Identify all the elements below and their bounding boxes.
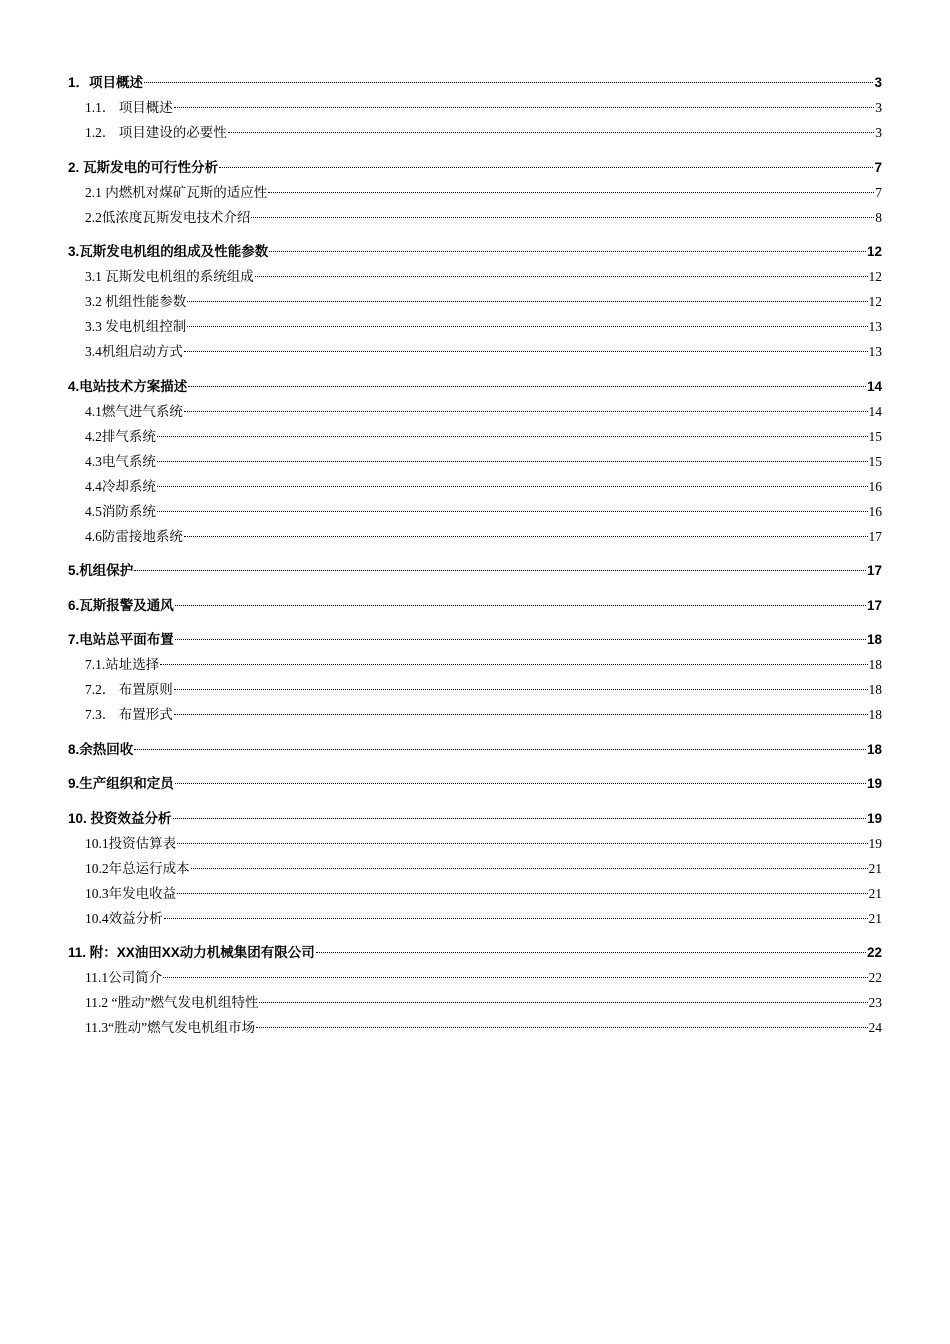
dot-leader <box>188 386 866 387</box>
toc-entry-page-number: 21 <box>868 885 882 901</box>
dot-leader <box>219 167 873 168</box>
toc-entry-level2[interactable] <box>68 449 882 474</box>
dot-leader <box>269 251 866 252</box>
toc-entry-page-number: 12 <box>866 244 882 259</box>
toc-entry-level2[interactable] <box>68 1015 882 1040</box>
toc-entry-page-number: 12 <box>868 269 882 284</box>
dot-leader <box>251 217 874 218</box>
toc-entry-level2[interactable] <box>68 881 882 906</box>
toc-entry-title: 7.电站总平面布置 <box>68 632 174 647</box>
toc-entry-page-number: 18 <box>866 741 882 757</box>
dot-leader <box>175 605 866 606</box>
toc-entry-page-number: 8 <box>875 209 882 225</box>
toc-entry-level2[interactable] <box>68 264 882 289</box>
dot-leader <box>177 893 867 894</box>
toc-entry-title: 4.6防雷接地系统 <box>85 528 183 544</box>
toc-entry-title: 7.1.站址选择 <box>85 657 160 672</box>
toc-entry-title: 3.3 发电机组控制 <box>85 319 187 334</box>
toc-entry-title: 1．项目概述 <box>68 75 144 90</box>
dot-leader <box>174 689 868 690</box>
dot-leader <box>256 1027 867 1028</box>
toc-entry-page-number: 19 <box>866 776 882 791</box>
toc-entry-title: 11.3“胜动”燃气发电机组市场 <box>85 1020 256 1035</box>
toc-entry-title: 11. 附：XX油田XX动力机械集团有限公司 <box>68 945 315 960</box>
toc-entry-level1[interactable] <box>68 374 882 399</box>
dot-leader <box>157 486 868 487</box>
toc-entry-level2[interactable] <box>68 965 882 990</box>
toc-entry-title: 5.机组保护 <box>68 563 134 578</box>
toc-entry-level1[interactable] <box>68 239 882 264</box>
dot-leader <box>134 749 866 750</box>
toc-entry-title: 7.3． 布置形式 <box>85 707 173 722</box>
dot-leader <box>184 411 868 412</box>
toc-entry-title: 3.4机组启动方式 <box>85 344 183 359</box>
toc-entry-level1[interactable] <box>68 627 882 652</box>
toc-entry-title: 10. 投资效益分析 <box>68 810 172 826</box>
toc-entry-title: 1.2． 项目建设的必要性 <box>85 125 227 140</box>
toc-entry-page-number: 14 <box>866 378 882 394</box>
toc-entry-page-number: 12 <box>868 294 882 309</box>
toc-entry-title: 4.3电气系统 <box>85 453 156 469</box>
toc-entry-title: 2. 瓦斯发电的可行性分析 <box>68 159 219 175</box>
dot-leader <box>187 301 867 302</box>
toc-entry-page-number: 3 <box>874 75 882 90</box>
dot-leader <box>157 436 868 437</box>
dot-leader <box>175 783 866 784</box>
toc-entry-page-number: 18 <box>866 632 882 647</box>
toc-entry-page-number: 15 <box>868 428 882 444</box>
dot-leader <box>175 639 866 640</box>
dot-leader <box>228 132 875 133</box>
dot-leader <box>134 570 866 571</box>
toc-entry-title: 3.2 机组性能参数 <box>85 294 187 309</box>
toc-entry-level2[interactable] <box>68 524 882 549</box>
dot-leader <box>163 977 867 978</box>
dot-leader <box>191 868 868 869</box>
toc-entry-title: 2.2低浓度瓦斯发电技术介绍 <box>85 209 251 225</box>
toc-entry-level1[interactable] <box>68 155 882 180</box>
toc-entry-page-number: 17 <box>868 528 882 544</box>
dot-leader <box>316 952 866 953</box>
toc-entry-level2[interactable] <box>68 499 882 524</box>
toc-entry-title: 10.3年发电收益 <box>85 885 177 901</box>
toc-entry-level1[interactable] <box>68 593 882 618</box>
toc-entry-title: 4.2排气系统 <box>85 428 156 444</box>
toc-entry-title: 3.1 瓦斯发电机组的系统组成 <box>85 269 254 284</box>
toc-entry-page-number: 24 <box>868 1020 882 1035</box>
toc-entry-level2[interactable] <box>68 424 882 449</box>
toc-entry-page-number: 14 <box>868 403 882 419</box>
dot-leader <box>160 664 867 665</box>
toc-entry-title: 4.电站技术方案描述 <box>68 378 188 394</box>
toc-entry-level2[interactable] <box>68 289 882 314</box>
toc-entry-page-number: 18 <box>868 682 882 697</box>
toc-entry-title: 3.瓦斯发电机组的组成及性能参数 <box>68 244 269 259</box>
toc-entry-page-number: 21 <box>868 860 882 876</box>
dot-leader <box>174 714 868 715</box>
toc-entry-page-number: 18 <box>868 707 882 722</box>
toc-entry-page-number: 7 <box>875 184 882 200</box>
toc-entry-page-number: 17 <box>866 563 882 578</box>
toc-entry-title: 8.余热回收 <box>68 741 134 757</box>
toc-entry-title: 10.2年总运行成本 <box>85 860 190 876</box>
toc-entry-page-number: 16 <box>868 503 882 519</box>
toc-entry-page-number: 15 <box>868 453 882 469</box>
toc-entry-level2[interactable] <box>68 95 882 120</box>
dot-leader <box>184 351 868 352</box>
dot-leader <box>173 818 866 819</box>
table-of-contents <box>68 70 882 1040</box>
toc-entry-page-number: 16 <box>868 478 882 494</box>
toc-entry-title: 10.4效益分析 <box>85 910 163 926</box>
toc-entry-title: 4.1燃气进气系统 <box>85 403 183 419</box>
toc-entry-title: 11.2 “胜动”燃气发电机组特性 <box>85 995 259 1010</box>
dot-leader <box>268 192 874 193</box>
toc-entry-level2[interactable] <box>68 856 882 881</box>
toc-entry-title: 1.1． 项目概述 <box>85 100 173 115</box>
dot-leader <box>259 1002 867 1003</box>
dot-leader <box>177 843 867 844</box>
toc-entry-title: 10.1投资估算表 <box>85 835 177 851</box>
dot-leader <box>157 461 868 462</box>
toc-entry-page-number: 7 <box>874 159 882 175</box>
dot-leader <box>174 107 875 108</box>
dot-leader <box>164 918 868 919</box>
toc-entry-level1[interactable] <box>68 806 882 831</box>
toc-entry-title: 11.1公司简介 <box>85 970 163 985</box>
toc-entry-level2[interactable] <box>68 314 882 339</box>
toc-entry-page-number: 19 <box>868 835 882 851</box>
dot-leader <box>144 82 873 83</box>
toc-entry-level1[interactable] <box>68 70 882 95</box>
toc-entry-page-number: 21 <box>868 910 882 926</box>
toc-entry-title: 6.瓦斯报警及通风 <box>68 597 174 613</box>
toc-entry-level2[interactable] <box>68 677 882 702</box>
toc-entry-level2[interactable] <box>68 180 882 205</box>
toc-entry-page-number: 22 <box>866 945 882 960</box>
toc-entry-page-number: 13 <box>868 319 882 334</box>
toc-entry-page-number: 22 <box>868 970 882 985</box>
dot-leader <box>157 511 868 512</box>
toc-entry-level1[interactable] <box>68 737 882 762</box>
toc-entry-level2[interactable] <box>68 906 882 931</box>
toc-entry-title: 7.2． 布置原则 <box>85 682 173 697</box>
toc-entry-page-number: 18 <box>868 657 882 672</box>
toc-entry-level2[interactable] <box>68 652 882 677</box>
toc-entry-level2[interactable] <box>68 702 882 727</box>
toc-entry-page-number: 13 <box>868 344 882 359</box>
toc-entry-page-number: 19 <box>866 810 882 826</box>
dot-leader <box>184 536 868 537</box>
toc-entry-page-number: 3 <box>875 125 882 140</box>
toc-entry-level2[interactable] <box>68 474 882 499</box>
toc-entry-page-number: 3 <box>875 100 882 115</box>
dot-leader <box>255 276 868 277</box>
dot-leader <box>187 326 867 327</box>
toc-entry-page-number: 23 <box>868 995 882 1010</box>
toc-entry-title: 4.5消防系统 <box>85 503 156 519</box>
toc-entry-level1[interactable] <box>68 558 882 583</box>
toc-entry-title: 2.1 内燃机对煤矿瓦斯的适应性 <box>85 184 268 200</box>
toc-entry-level2[interactable] <box>68 990 882 1015</box>
toc-entry-title: 4.4冷却系统 <box>85 478 156 494</box>
toc-entry-level2[interactable] <box>68 339 882 364</box>
toc-entry-level1[interactable] <box>68 771 882 796</box>
toc-entry-level2[interactable] <box>68 831 882 856</box>
toc-entry-page-number: 17 <box>866 597 882 613</box>
toc-entry-title: 9.生产组织和定员 <box>68 776 174 791</box>
toc-entry-level2[interactable] <box>68 120 882 145</box>
toc-entry-level2[interactable] <box>68 399 882 424</box>
toc-entry-level2[interactable] <box>68 205 882 230</box>
toc-entry-level1[interactable] <box>68 940 882 965</box>
